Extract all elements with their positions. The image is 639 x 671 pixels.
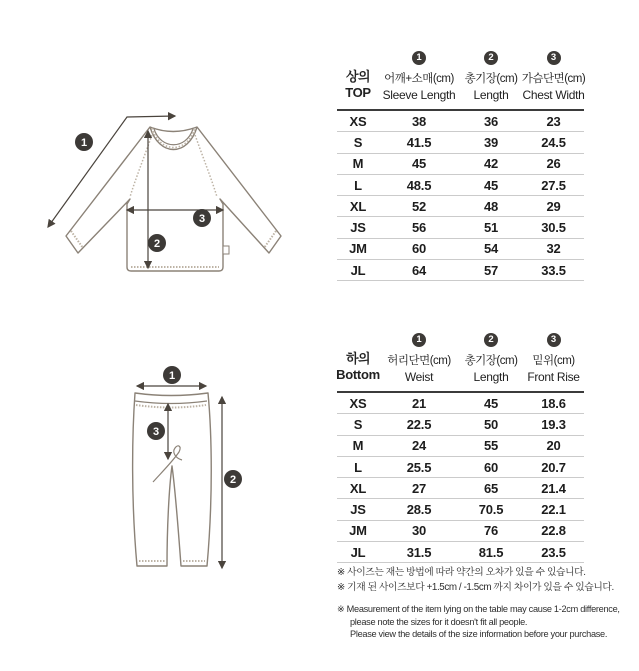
value-cell: 45 [411, 156, 427, 172]
value-cell: 21.4 [541, 480, 566, 496]
value-cell: 38 [411, 113, 427, 129]
value-cell: 25.5 [406, 459, 432, 475]
svg-text:2: 2 [229, 474, 237, 486]
column-header-length [459, 333, 523, 391]
column-label-en: Chest Width [522, 88, 585, 102]
value-cell: 54 [483, 241, 499, 257]
shirt-outline [66, 127, 281, 271]
measure-marker-2 [224, 470, 242, 488]
column-label-ko: 허리단면(cm) [387, 355, 451, 367]
svg-text:3: 3 [198, 213, 206, 225]
circled-number-icon: 2 [484, 333, 498, 347]
measure-marker-1 [163, 366, 181, 384]
value-cell: 56 [411, 220, 427, 236]
value-cell: 22.1 [541, 502, 566, 518]
circled-number-icon: 2 [484, 51, 498, 65]
size-cell: JL [350, 262, 366, 278]
size-cell: JS [350, 502, 366, 518]
table-row [337, 239, 584, 260]
bottom-table-header [337, 327, 584, 393]
measure-marker-3 [193, 209, 211, 227]
table-row [337, 478, 584, 499]
size-cell: S [353, 134, 363, 150]
value-cell: 20.7 [541, 459, 566, 475]
table-row [337, 414, 584, 435]
column-label-en: Front Rise [527, 370, 580, 384]
table-row [337, 154, 584, 175]
value-cell: 29 [546, 198, 561, 214]
note-en-line: Please view the details of the size information before your purchase. [350, 629, 608, 640]
value-cell: 33.5 [541, 262, 566, 278]
size-notes [337, 566, 620, 641]
table-row [337, 436, 584, 457]
column-label-en: Length [473, 370, 509, 384]
top-garment-illustration [20, 10, 300, 290]
table-row [337, 393, 584, 414]
table-row [337, 499, 584, 520]
top-table-title [337, 51, 379, 109]
value-cell: 48 [483, 198, 499, 214]
column-header-length [459, 51, 523, 109]
value-cell: 30 [411, 523, 427, 539]
value-cell: 36 [483, 113, 499, 129]
value-cell: 52 [411, 198, 427, 214]
value-cell: 64 [411, 262, 427, 278]
bottom-size-table [337, 327, 584, 563]
column-label-en: Sleeve Length [382, 88, 456, 102]
value-cell: 48.5 [406, 177, 432, 193]
note-ko-line: ※ 사이즈는 재는 방법에 따라 약간의 오차가 있을 수 있습니다. [337, 567, 586, 578]
size-cell: M [352, 156, 364, 172]
value-cell: 24.5 [541, 134, 566, 150]
svg-text:1: 1 [80, 137, 88, 149]
value-cell: 76 [483, 523, 499, 539]
size-cell: S [353, 416, 363, 432]
svg-text:3: 3 [152, 426, 160, 438]
value-cell: 22.8 [541, 523, 566, 539]
side-tag [223, 246, 229, 254]
top-table-header [337, 45, 584, 111]
value-cell: 41.5 [406, 134, 432, 150]
table-row [337, 196, 584, 217]
value-cell: 60 [483, 459, 499, 475]
size-cell: JM [349, 523, 367, 539]
value-cell: 42 [483, 156, 499, 172]
value-cell: 32 [546, 241, 561, 257]
table-title-en: Bottom [336, 367, 380, 382]
size-cell: XL [349, 480, 367, 496]
top-size-table [337, 45, 584, 281]
table-row [337, 132, 584, 153]
value-cell: 21 [411, 395, 427, 411]
circled-number-icon: 3 [547, 51, 561, 65]
table-row [337, 542, 584, 563]
value-cell: 18.6 [541, 395, 566, 411]
value-cell: 50 [483, 416, 499, 432]
column-label-en: Length [473, 88, 509, 102]
bottom-table-title [337, 333, 379, 391]
size-cell: XS [349, 113, 367, 129]
circled-number-icon: 1 [412, 333, 426, 347]
note-en-block [337, 603, 620, 641]
value-cell: 23.5 [541, 544, 566, 560]
value-cell: 60 [411, 241, 427, 257]
column-label-en: Weist [404, 370, 434, 384]
table-row [337, 260, 584, 281]
value-cell: 20 [546, 438, 561, 454]
pants-outline [133, 393, 212, 566]
table-row [337, 457, 584, 478]
column-label-ko: 밑위(cm) [532, 355, 575, 367]
size-cell: L [354, 459, 362, 475]
value-cell: 51 [483, 220, 499, 236]
column-header-front-rise [523, 333, 584, 391]
value-cell: 22.5 [406, 416, 432, 432]
value-cell: 70.5 [478, 502, 504, 518]
table-title-ko: 상의 [345, 69, 371, 84]
size-cell: JL [350, 544, 366, 560]
size-cell: L [354, 177, 362, 193]
table-row [337, 521, 584, 542]
table-row [337, 111, 584, 132]
size-cell: XS [349, 395, 367, 411]
measure-marker-3 [147, 422, 165, 440]
size-cell: JM [349, 241, 367, 257]
value-cell: 65 [483, 480, 499, 496]
table-row [337, 217, 584, 238]
table-row [337, 175, 584, 196]
value-cell: 31.5 [406, 544, 432, 560]
note-en-line: please note the sizes for it doesn't fit all people. [350, 616, 528, 627]
note-en-line: ※ Measurement of the item lying on the table may cause 1-2cm difference, [337, 604, 620, 614]
table-title-ko: 하의 [345, 351, 371, 366]
svg-text:2: 2 [153, 238, 161, 250]
value-cell: 57 [483, 262, 499, 278]
value-cell: 27 [411, 480, 427, 496]
value-cell: 19.3 [541, 416, 566, 432]
column-label-ko: 총기장(cm) [464, 73, 518, 85]
column-header-chest-width [523, 51, 584, 109]
value-cell: 39 [483, 134, 499, 150]
value-cell: 27.5 [541, 177, 566, 193]
svg-text:1: 1 [168, 370, 176, 382]
size-cell: M [352, 438, 364, 454]
circled-number-icon: 3 [547, 333, 561, 347]
measure-marker-2 [148, 234, 166, 252]
column-label-ko: 가슴단면(cm) [521, 73, 586, 85]
column-label-ko: 총기장(cm) [464, 355, 518, 367]
value-cell: 24 [411, 438, 427, 454]
table-title-en: TOP [345, 85, 371, 100]
value-cell: 55 [483, 438, 499, 454]
value-cell: 26 [546, 156, 561, 172]
bottom-garment-illustration [95, 360, 255, 580]
column-label-ko: 어깨+소매(cm) [384, 73, 454, 85]
measure-marker-1 [75, 133, 93, 151]
circled-number-icon: 1 [412, 51, 426, 65]
note-ko-line: ※ 기재 된 사이즈보다 +1.5cm / -1.5cm 까지 차이가 있을 수 있습니다. [337, 581, 614, 593]
value-cell: 81.5 [478, 544, 504, 560]
size-cell: JS [350, 220, 366, 236]
value-cell: 23 [546, 113, 561, 129]
value-cell: 45 [483, 395, 499, 411]
column-header-sleeve-length [379, 51, 459, 109]
value-cell: 30.5 [541, 220, 566, 236]
value-cell: 28.5 [406, 502, 432, 518]
value-cell: 45 [483, 177, 499, 193]
column-header-waist [379, 333, 459, 391]
size-cell: XL [349, 198, 367, 214]
